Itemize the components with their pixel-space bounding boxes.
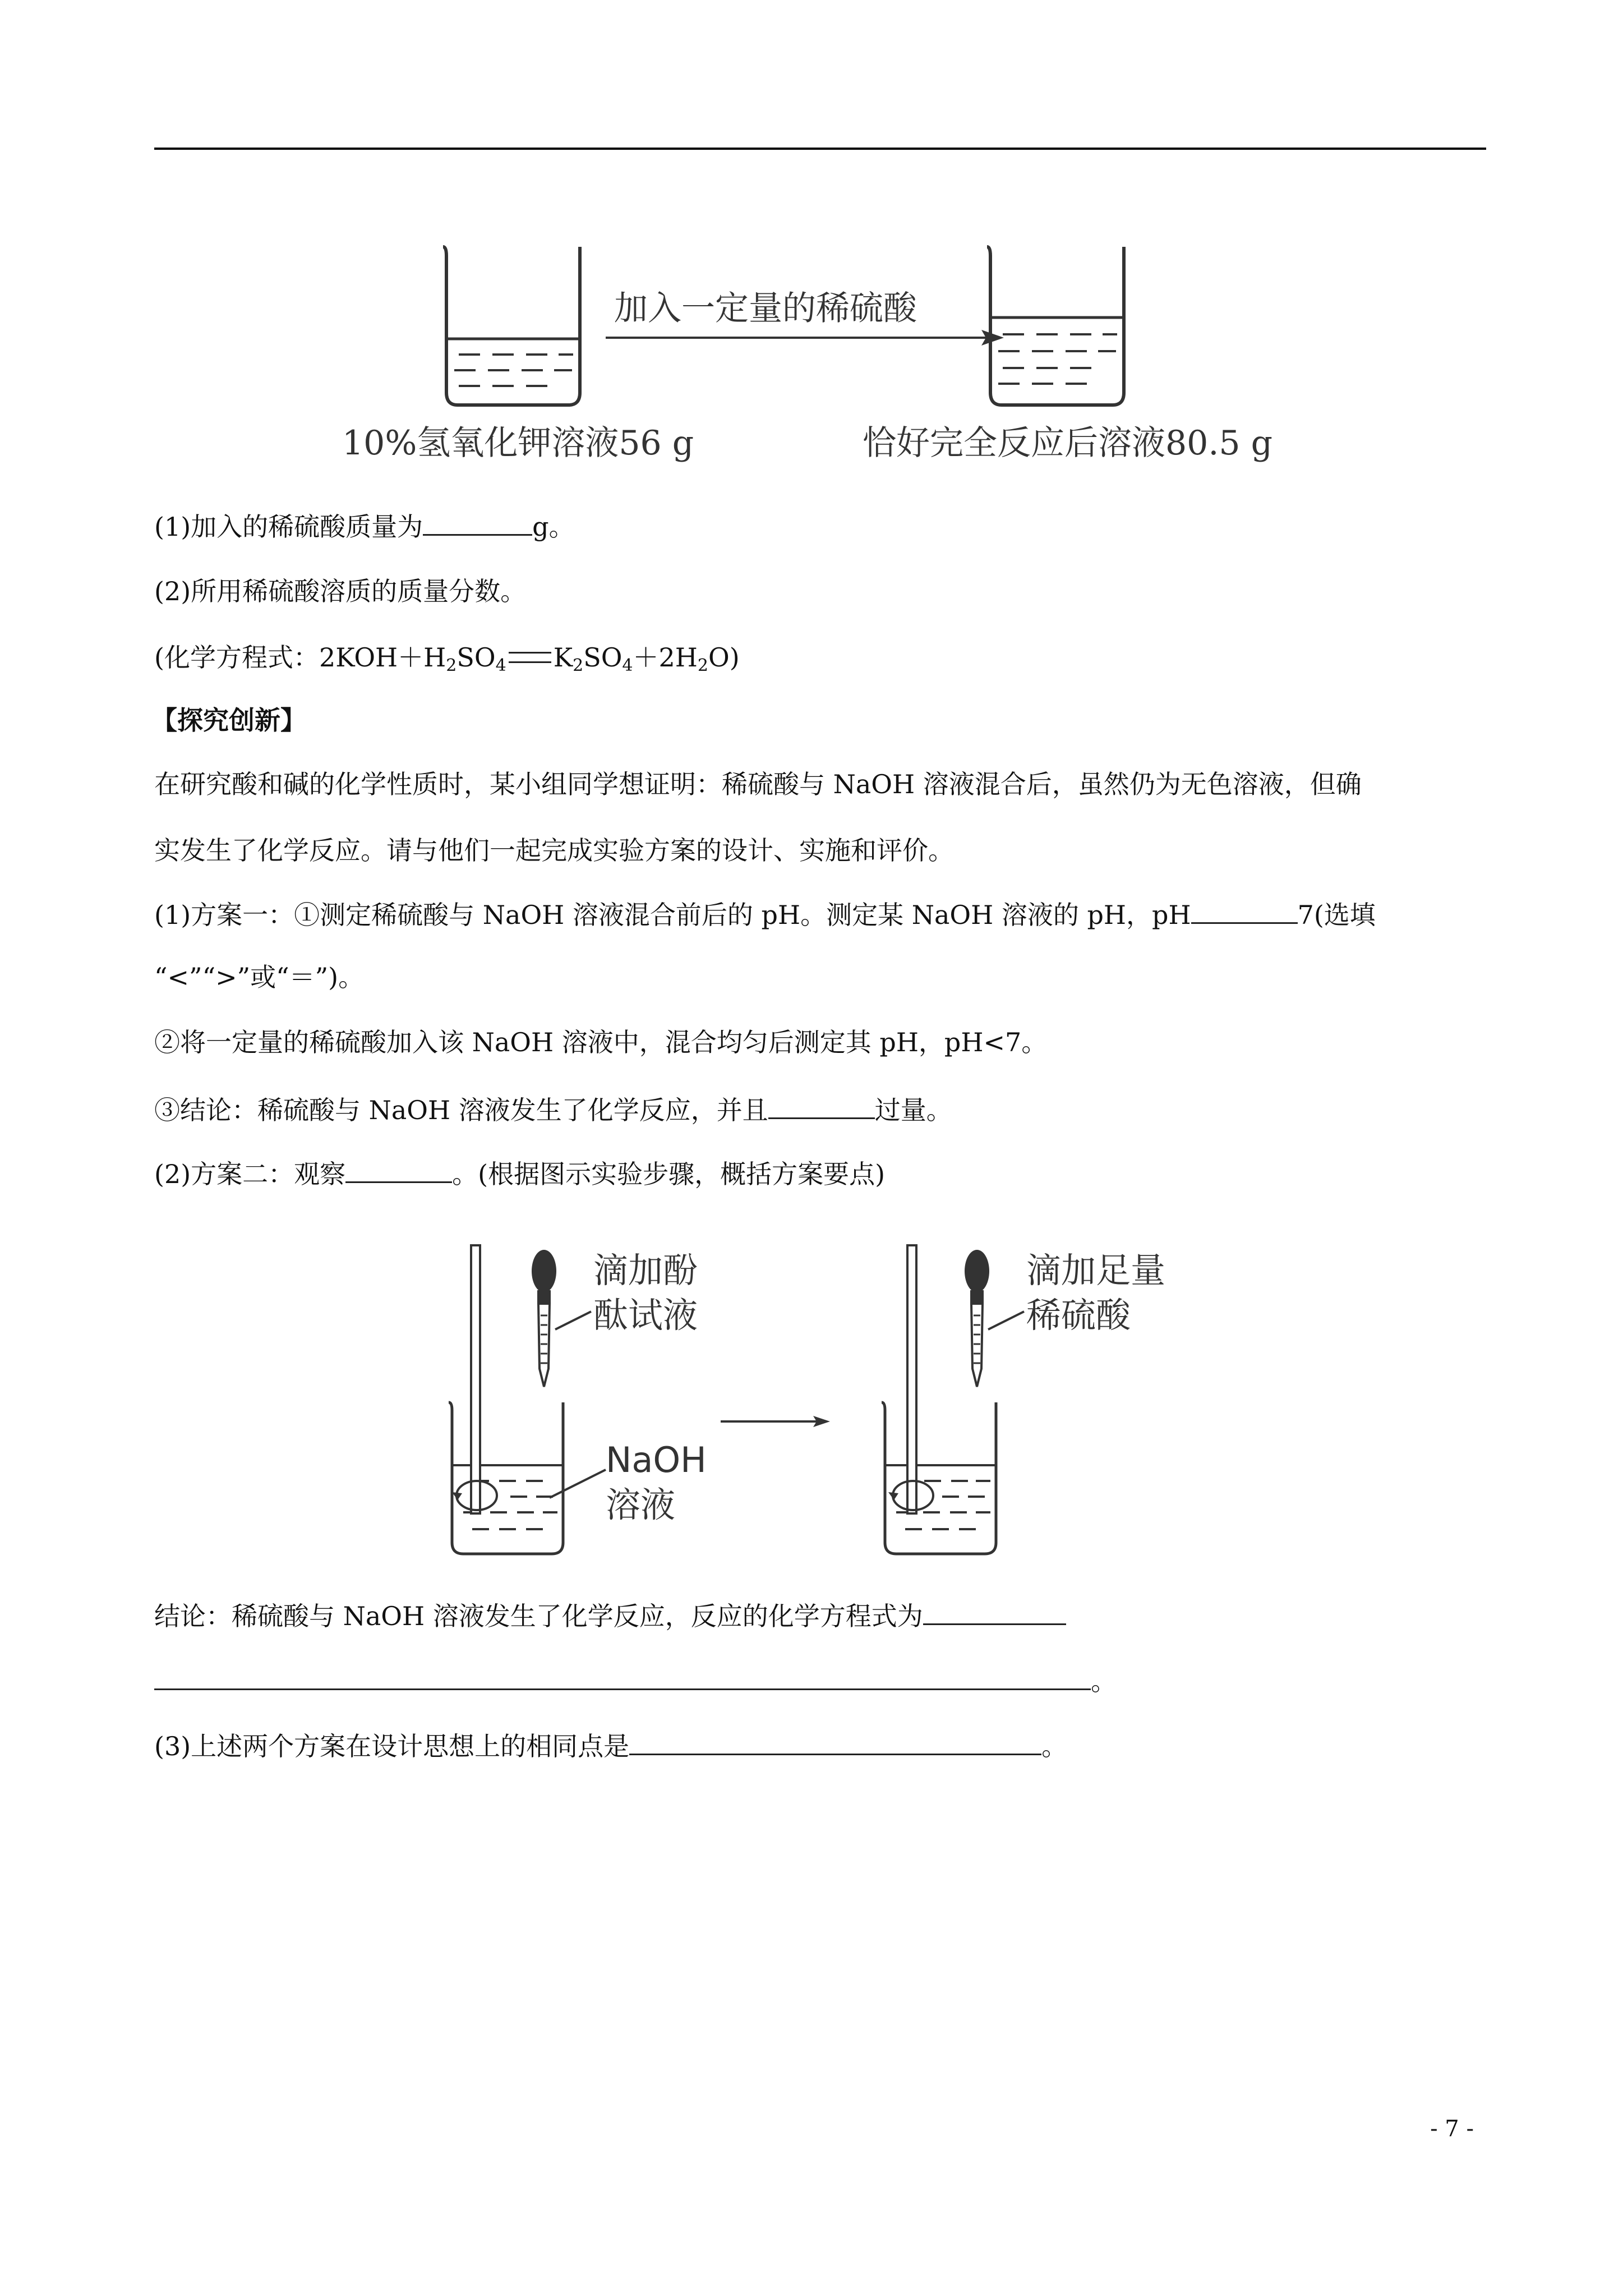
plan-2 [154, 1154, 885, 1192]
conclusion-end: 。 [1091, 1666, 1117, 1696]
question-2-text: (2)所用稀硫酸溶质的质量分数。 [154, 576, 527, 606]
right-label-line-1: 滴加足量 [1026, 1250, 1166, 1291]
equation-k: K [553, 642, 573, 673]
answer-blank-ph[interactable] [1191, 895, 1298, 924]
question-2 [154, 573, 526, 609]
left-label-line-2: 酞试液 [593, 1295, 698, 1336]
answer-blank-q1[interactable] [423, 507, 532, 536]
plan-2-text-after: 。(根据图示实验步骤，概括方案要点) [452, 1159, 886, 1189]
answer-blank-observe[interactable] [345, 1154, 452, 1183]
right-beaker [987, 247, 1124, 405]
right-caption: 恰好完全反应后溶液80.5 g [863, 424, 1273, 463]
right-beaker-setup [882, 1245, 1024, 1554]
left-beaker-setup [449, 1245, 606, 1554]
question-1 [154, 507, 575, 545]
plan-1-text: (1)方案一：①测定稀硫酸与 NaOH 溶液混合前后的 pH。测定某 NaOH 溶液的 pH，pH [154, 900, 1191, 930]
equation-prefix: (化学方程式：2KOH＋H [154, 642, 446, 673]
question-1-unit: g。 [532, 512, 575, 542]
process-arrow [721, 1416, 830, 1427]
beaker-reaction-figure [314, 224, 1324, 482]
header-rule [154, 148, 1486, 150]
conclusion-text: 结论：稀硫酸与 NaOH 溶液发生了化学反应，反应的化学方程式为 [154, 1601, 923, 1631]
answer-blank-q3[interactable] [629, 1727, 1041, 1755]
equation-sub: 2 [573, 656, 584, 675]
naoh-label-line-1: NaOH [606, 1439, 707, 1480]
answer-blank-equation-2[interactable] [154, 1662, 1091, 1690]
reaction-arrow [606, 330, 1004, 346]
naoh-label-line-2: 溶液 [606, 1484, 676, 1525]
right-label-line-2: 稀硫酸 [1026, 1295, 1131, 1336]
question-1-text: (1)加入的稀硫酸质量为 [154, 512, 423, 542]
conclusion-line-2 [154, 1662, 1117, 1699]
arrow-label: 加入一定量的稀硫酸 [614, 289, 917, 328]
left-label-line-1: 滴加酚 [593, 1250, 698, 1291]
equation-sub: 2 [697, 656, 708, 675]
conclusion-line-1 [154, 1596, 1066, 1634]
intro-line-2: 实发生了化学反应。请与他们一起完成实验方案的设计、实施和评价。 [154, 835, 954, 866]
equation-sub: 4 [622, 656, 633, 675]
plan-1-text-after: 7(选填 [1297, 900, 1376, 930]
question-3 [154, 1727, 1067, 1764]
plan-1-step-3-end: 过量。 [874, 1095, 952, 1125]
question-3-end: 。 [1041, 1731, 1068, 1761]
answer-blank-equation-1[interactable] [923, 1596, 1066, 1625]
plan-1-line-1 [154, 895, 1376, 933]
equation-sub: 2 [446, 656, 457, 675]
page-number: - 7 - [1430, 2116, 1474, 2142]
equation-so: SO [457, 642, 496, 673]
intro-line-1: 在研究酸和碱的化学性质时，某小组同学想证明：稀硫酸与 NaOH 溶液混合后，虽然仍为无色溶液，但确 [154, 769, 1362, 799]
equals-sign [509, 652, 551, 663]
plan-1-step-2: ②将一定量的稀硫酸加入该 NaOH 溶液中，混合均匀后测定其 pH，pH<7。 [154, 1027, 1048, 1057]
left-caption: 10%氢氧化钾溶液56 g [342, 424, 694, 463]
chemical-equation [154, 639, 740, 675]
equation-so: SO [583, 642, 623, 673]
section-title: 【探究创新】 [151, 705, 306, 735]
equation-sub: 4 [495, 656, 506, 675]
left-beaker [443, 247, 580, 405]
equation-suffix: O) [708, 642, 740, 673]
equation-plus-water: ＋2H [633, 642, 698, 673]
plan-2-text: (2)方案二：观察 [154, 1159, 346, 1189]
plan-1-step-3-text: ③结论：稀硫酸与 NaOH 溶液发生了化学反应，并且 [154, 1095, 768, 1125]
indicator-experiment-figure [437, 1234, 1211, 1571]
question-3-text: (3)上述两个方案在设计思想上的相同点是 [154, 1731, 630, 1761]
plan-1-step-3 [154, 1091, 952, 1128]
plan-1-line-2: “<”“>”或“＝”)。 [154, 962, 365, 992]
answer-blank-excess[interactable] [768, 1091, 875, 1119]
